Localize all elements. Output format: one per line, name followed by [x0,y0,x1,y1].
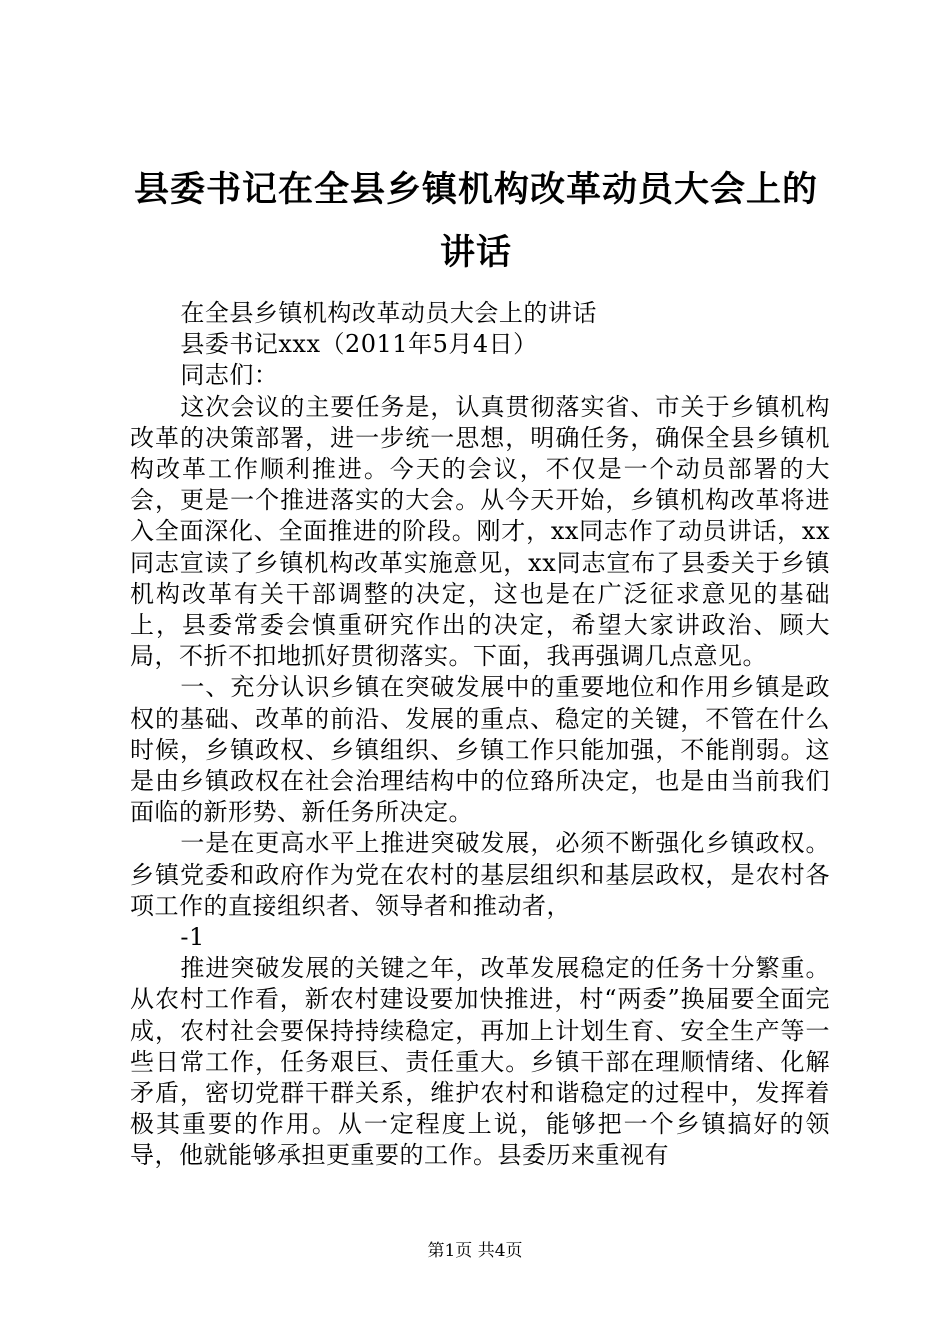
page-footer: 第1页 共4页 [427,1241,523,1261]
body-paragraph: 一是在更高水平上推进突破发展，必须不断强化乡镇政权。乡镇党委和政府作为党在农村的基层组织和基层政权，是农村各项工作的直接组织者、领导者和推动者， [130,829,830,920]
document-body [130,298,830,1172]
subtitle-line: 在全县乡镇机构改革动员大会上的讲话 [180,299,597,327]
body-paragraph: 这次会议的主要任务是，认真贯彻落实省、市关于乡镇机构改革的决策部署，进一步统一思想，明确任务，确保全县乡镇机构改革工作顺利推进。今天的会议，不仅是一个动员部署的大会，更是一个推进落实的大会。从今天开始，乡镇机构改革将进入全面深化、全面推进的阶段。刚才，xx同志作了动员讲话，xx同志宣读了乡镇机构改革实施意见，xx同志宣布了县委关于乡镇机构改革有关干部调整的决定，这也是在广泛征求意见的基础上，县委常委会慎重研究作出的决定，希望大家讲政治、顾大局，不折不扣地抓好贯彻落实。下面，我再强调几点意见。 [130,392,830,671]
author-date-line: 县委书记xxx（2011年5月4日） [180,330,538,359]
document-title: 县委书记在全县乡镇机构改革动员大会上的讲话 [133,169,818,273]
page-marker: -1 [180,923,205,952]
body-paragraph: 推进突破发展的关键之年，改革发展稳定的任务十分繁重。从农村工作看，新农村建设要加快推进，村“两委”换届要全面完成，农村社会要保持持续稳定，再加上计划生育、安全生产等一些日常工作，任务艰巨、责任重大。乡镇干部在理顺情绪、化解矛盾，密切党群干群关系，维护农村和谐稳定的过程中，发挥着极其重要的作用。从一定程度上说，能够把一个乡镇搞好的领导，他就能够承担更重要的工作。县委历来重视有 [130,954,830,1170]
salutation: 同志们： [180,361,279,390]
body-paragraph: 一、充分认识乡镇在突破发展中的重要地位和作用乡镇是政权的基础、改革的前沿、发展的重点、稳定的关键，不管在什么时候，乡镇政权、乡镇组织、乡镇工作只能加强，不能削弱。这是由乡镇政权在社会治理结构中的位臵所决定，也是由当前我们面临的新形势、新任务所决定。 [130,673,830,827]
